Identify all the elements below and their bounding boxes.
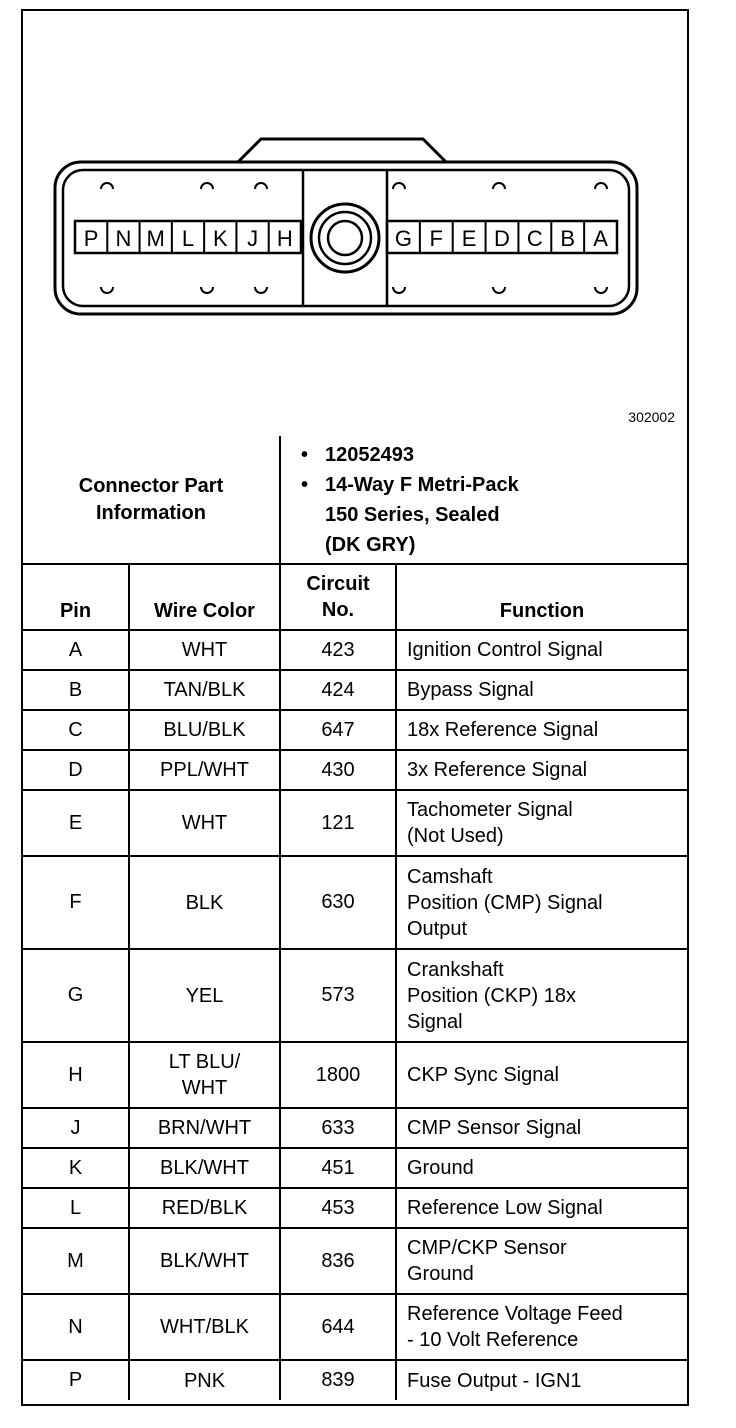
pin-cell: N <box>23 1294 129 1360</box>
connector-description-line: (DK GRY) <box>325 533 416 556</box>
pin-label-m: M <box>146 226 165 251</box>
circuit-cell: 573 <box>280 949 396 1042</box>
function-line: Signal <box>407 1010 463 1033</box>
pin-cell: K <box>23 1148 129 1188</box>
function-line: Position (CKP) 18x <box>407 984 576 1007</box>
pin-cell: B <box>23 670 129 710</box>
pin-label-p: P <box>83 226 99 251</box>
function-cell <box>396 1042 687 1108</box>
wire-line: PPL/WHT <box>160 759 249 781</box>
pin-label-k: K <box>212 226 228 251</box>
pin-label-e: E <box>461 226 477 251</box>
header-circuit-no <box>280 564 396 630</box>
pin-cell: P <box>23 1360 129 1400</box>
function-line: Camshaft <box>407 865 493 888</box>
function-cell <box>396 1228 687 1294</box>
table-row <box>23 1042 687 1108</box>
function-line: - 10 Volt Reference <box>407 1329 579 1351</box>
function-cell <box>396 670 687 710</box>
table-row <box>23 949 687 1042</box>
circuit-cell: 633 <box>280 1108 396 1148</box>
pin-label-f: F <box>429 226 444 251</box>
wire-color-cell <box>129 856 280 949</box>
header-wire-color: Wire Color <box>129 564 280 630</box>
part-number: 12052493 <box>325 443 414 466</box>
table-row <box>23 710 687 750</box>
connector-description-line: 14-Way F Metri-Pack <box>325 473 519 496</box>
function-line: CKP Sync Signal <box>407 1064 559 1086</box>
bullet-icon: • <box>301 443 309 466</box>
function-line: 3x Reference Signal <box>407 759 588 781</box>
circuit-cell: 839 <box>280 1360 396 1400</box>
wire-line: BLK <box>185 891 224 914</box>
wire-color-cell <box>129 1042 280 1108</box>
wire-line: BLK/WHT <box>160 1157 249 1179</box>
wire-line: BRN/WHT <box>157 1117 252 1139</box>
header-function: Function <box>396 564 687 630</box>
wire-color-cell <box>129 750 280 790</box>
circuit-cell: 836 <box>280 1228 396 1294</box>
wire-color-cell <box>129 1294 280 1360</box>
table-row <box>23 670 687 710</box>
pin-cell: C <box>23 710 129 750</box>
wire-line: WHT <box>181 639 228 661</box>
function-line: Reference Low Signal <box>407 1197 603 1219</box>
circuit-cell: 121 <box>280 790 396 856</box>
wire-line: TAN/BLK <box>163 679 246 701</box>
function-cell <box>396 1188 687 1228</box>
circuit-cell: 423 <box>280 630 396 670</box>
function-cell <box>396 1148 687 1188</box>
function-cell <box>396 1294 687 1360</box>
pin-label-a: A <box>593 226 608 251</box>
wire-color-cell <box>129 670 280 710</box>
function-line: Ground <box>407 1157 474 1179</box>
pin-label-b: B <box>560 226 576 251</box>
function-cell <box>396 630 687 670</box>
function-line: Fuse Output - IGN1 <box>407 1369 582 1392</box>
function-cell <box>396 949 687 1042</box>
pin-label-l: L <box>181 226 195 251</box>
table-row <box>23 1360 687 1400</box>
pin-cell: F <box>23 856 129 949</box>
pin-cell: E <box>23 790 129 856</box>
function-cell <box>396 710 687 750</box>
table-row <box>23 630 687 670</box>
connector-info-details <box>280 436 687 564</box>
circuit-cell: 453 <box>280 1188 396 1228</box>
wire-color-cell <box>129 1228 280 1294</box>
circuit-cell: 647 <box>280 710 396 750</box>
function-line: Ignition Control Signal <box>407 639 603 661</box>
wire-color-cell <box>129 949 280 1042</box>
function-cell <box>396 856 687 949</box>
circuit-cell: 1800 <box>280 1042 396 1108</box>
header-pin: Pin <box>23 564 129 630</box>
connector-description-item <box>301 470 687 560</box>
pin-label-n: N <box>115 226 132 251</box>
function-line: Bypass Signal <box>407 679 534 701</box>
wire-color-cell <box>129 1108 280 1148</box>
pin-label-j: J <box>247 226 259 251</box>
circuit-cell: 451 <box>280 1148 396 1188</box>
function-cell <box>396 1360 687 1400</box>
table-row <box>23 790 687 856</box>
table-header-row <box>23 564 687 630</box>
wire-line: RED/BLK <box>161 1197 248 1219</box>
function-line: Crankshaft <box>407 958 504 981</box>
function-line: Tachometer Signal <box>407 799 573 821</box>
connector-info-label-line: Connector Part <box>78 474 224 497</box>
connector-latch <box>238 139 446 162</box>
function-cell <box>396 750 687 790</box>
table-row <box>23 1108 687 1148</box>
wire-color-cell <box>129 630 280 670</box>
connector-info-label-line: Information <box>96 501 206 524</box>
function-line: Output <box>407 917 468 940</box>
pin-label-h: H <box>276 226 293 251</box>
connector-description-line: 150 Series, Sealed <box>325 503 500 526</box>
pin-cell: H <box>23 1042 129 1108</box>
function-line: Reference Voltage Feed <box>407 1303 623 1325</box>
function-line: Position (CMP) Signal <box>407 891 603 914</box>
table-row <box>23 1294 687 1360</box>
wire-line: LT BLU/ <box>168 1051 241 1073</box>
function-cell <box>396 790 687 856</box>
function-line: Ground <box>407 1263 474 1285</box>
wire-line: BLK/WHT <box>160 1250 249 1272</box>
part-number-item <box>301 440 687 470</box>
wire-line: WHT <box>181 812 228 834</box>
connector-pinout-table <box>23 436 687 1400</box>
wire-line: WHT/BLK <box>160 1316 249 1338</box>
circuit-cell: 424 <box>280 670 396 710</box>
wire-color-cell <box>129 710 280 750</box>
wire-color-cell <box>129 1148 280 1188</box>
header-circuit-line: Circuit <box>306 573 370 595</box>
circuit-cell: 630 <box>280 856 396 949</box>
pin-label-g: G <box>394 226 412 251</box>
connector-info-row <box>23 436 687 564</box>
pin-cell: D <box>23 750 129 790</box>
function-line: (Not Used) <box>407 825 504 847</box>
table-row <box>23 1188 687 1228</box>
pin-label-c: C <box>526 226 543 251</box>
table-row <box>23 750 687 790</box>
function-line: 18x Reference Signal <box>407 719 599 741</box>
bullet-icon: • <box>301 473 309 496</box>
pin-cell: G <box>23 949 129 1042</box>
wire-line: PNK <box>183 1369 226 1392</box>
function-cell <box>396 1108 687 1148</box>
circuit-cell: 430 <box>280 750 396 790</box>
wire-line: YEL <box>185 984 224 1007</box>
wire-line: WHT <box>181 1077 228 1099</box>
table-row <box>23 856 687 949</box>
pin-cell: A <box>23 630 129 670</box>
header-circuit-line: No. <box>321 599 355 621</box>
wire-color-cell <box>129 1360 280 1400</box>
connector-face-diagram <box>23 11 687 434</box>
table-row <box>23 1148 687 1188</box>
connector-body-outer <box>55 162 637 314</box>
pin-cell: M <box>23 1228 129 1294</box>
wire-line: BLU/BLK <box>163 719 246 741</box>
circuit-cell: 644 <box>280 1294 396 1360</box>
connector-sheet <box>21 9 689 1406</box>
wire-color-cell <box>129 790 280 856</box>
table-row <box>23 1228 687 1294</box>
pin-label-d: D <box>494 226 510 251</box>
pin-cell: L <box>23 1188 129 1228</box>
pin-cell: J <box>23 1108 129 1148</box>
figure-number: 302002 <box>628 409 675 425</box>
connector-info-label <box>23 436 280 564</box>
wire-color-cell <box>129 1188 280 1228</box>
function-line: CMP/CKP Sensor <box>407 1237 567 1259</box>
function-line: CMP Sensor Signal <box>407 1117 582 1139</box>
